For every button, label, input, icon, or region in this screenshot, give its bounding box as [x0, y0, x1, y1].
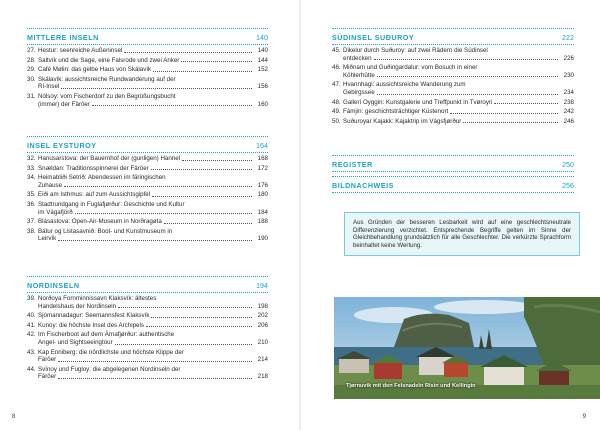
entry-title-line: Café Mølin: das gelbe Haus von Skálavík	[38, 66, 152, 74]
leader-dots	[58, 373, 252, 379]
leader-dots	[64, 182, 252, 188]
entry-page: 202	[257, 312, 268, 320]
entry-page: 218	[257, 373, 268, 381]
section-title: SÜDINSEL SUÐUROY	[332, 33, 415, 42]
entry-title	[38, 331, 252, 346]
leader-dots	[151, 165, 252, 171]
entry-page: 188	[257, 218, 268, 226]
entry-title-line: Sjómannadagur: Seemannsfest Klaksvík	[38, 312, 150, 320]
entry-page: 168	[257, 155, 268, 162]
entry-title-line: Norðoya Fornminnissavn Klaksvík: ältestes	[38, 295, 157, 302]
leader-dots	[58, 356, 252, 362]
toc-entry[interactable]	[332, 108, 574, 116]
toc-entry[interactable]	[27, 155, 268, 163]
toc-entry[interactable]	[27, 66, 268, 74]
entry-number: 41.	[27, 321, 36, 329]
entry-number: 34.	[27, 174, 36, 182]
toc-entry[interactable]	[27, 76, 268, 91]
entry-number: 36.	[27, 200, 36, 208]
toc-entry[interactable]	[27, 174, 268, 189]
section-heading[interactable]	[27, 276, 268, 293]
leader-dots	[146, 322, 252, 328]
toc-entry[interactable]	[27, 312, 268, 320]
section-title: NORDINSELN	[27, 281, 80, 290]
entry-title-line: Hanusarstova: der Bauernhof der (gunligen) Hannel	[38, 155, 181, 162]
entry-page: 184	[257, 208, 268, 216]
entry-title	[343, 99, 558, 107]
entry-title	[38, 312, 252, 320]
leader-dots	[152, 191, 252, 197]
toc-entry[interactable]	[332, 99, 574, 107]
section-page: 140	[256, 33, 268, 42]
entry-number: 37.	[27, 218, 36, 226]
entry-number: 46.	[332, 64, 341, 72]
entry-title	[343, 118, 558, 126]
toc-entry[interactable]	[27, 322, 268, 330]
leader-dots	[153, 66, 252, 72]
toc-entry[interactable]	[27, 218, 268, 226]
section-heading[interactable]	[27, 28, 268, 45]
entry-number: 35.	[27, 191, 36, 199]
entry-page: 242	[563, 108, 574, 116]
section-page: 194	[256, 281, 268, 290]
entry-number: 49.	[332, 108, 341, 116]
leader-dots	[182, 155, 252, 161]
entry-title	[38, 174, 252, 189]
entry-page: 246	[563, 117, 574, 125]
entry-page: 160	[257, 100, 268, 108]
section-page: 250	[562, 160, 574, 169]
toc-entry[interactable]	[27, 57, 268, 65]
entry-page: 156	[257, 83, 268, 91]
entry-title-line: Heimabliði Setrið: Abendessen im färingischen	[38, 174, 166, 182]
toc-entry[interactable]	[27, 47, 268, 55]
entry-title-line: Gallerí Oyggin: Kunstgalerie und Treffpunkt in Tvøroyri	[343, 98, 493, 106]
entry-title-line: Köhlerhütte	[343, 71, 375, 79]
leader-dots	[58, 235, 252, 241]
entry-number: 31.	[27, 92, 36, 100]
entry-title-line: Fámjin: geschichtsträchtiger Küstenort	[343, 108, 449, 116]
entry-title	[38, 57, 252, 65]
entry-title	[38, 218, 252, 226]
entry-page: 230	[563, 71, 574, 79]
entry-title-line: Nólsoy: vom Fischerdorf zu den Begrüßungsbucht	[38, 92, 176, 100]
leader-dots	[61, 83, 252, 89]
entry-title	[343, 64, 558, 79]
entry-title-line: Skálavík: aussichtsreiche Rundwanderung auf der	[38, 75, 176, 83]
page-number-right: 9	[582, 414, 586, 420]
entry-title-line: im Vágafjörð	[38, 208, 73, 216]
entry-page: 210	[257, 338, 268, 346]
entry-number: 39.	[27, 295, 36, 302]
entry-title-line: Zuhause	[38, 181, 63, 189]
toc-entry[interactable]	[27, 191, 268, 199]
entry-title-line: Hvannhagi: aussichtsreiche Wanderung zum	[343, 81, 466, 89]
entry-page: 140	[257, 47, 268, 54]
section-heading[interactable]	[332, 155, 574, 172]
toc-entry[interactable]	[27, 366, 268, 381]
entry-number: 40.	[27, 312, 36, 320]
leader-dots	[494, 99, 558, 105]
toc-entry[interactable]	[332, 81, 574, 96]
leader-dots	[164, 218, 252, 224]
entry-number: 27.	[27, 47, 36, 54]
toc-entry[interactable]	[27, 331, 268, 346]
entry-page: 144	[257, 56, 268, 64]
entry-page: 238	[563, 98, 574, 106]
leader-dots	[75, 209, 252, 215]
leader-dots	[92, 101, 252, 107]
entry-title	[38, 366, 252, 381]
leader-dots	[118, 303, 252, 309]
leader-dots	[463, 118, 558, 124]
section-page: 222	[562, 33, 574, 42]
entry-page: 234	[563, 88, 574, 96]
entry-title-line: (immer) der Färöer	[38, 100, 90, 108]
entry-title-line: Leirvík	[38, 235, 57, 243]
entry-title-line: Gebirgssee	[343, 88, 375, 96]
section-heading[interactable]	[332, 28, 574, 45]
entry-title-line: Snældan: Traditionsspinnerei der Färöer	[38, 164, 149, 172]
entry-page: 214	[257, 356, 268, 364]
toc-section-nordinseln	[27, 276, 268, 383]
toc-entry[interactable]	[27, 349, 268, 364]
entry-number: 44.	[27, 365, 36, 373]
entry-number: 38.	[27, 227, 36, 235]
entry-number: 48.	[332, 98, 341, 106]
section-title: BILDNACHWEIS	[332, 181, 394, 190]
leader-dots	[377, 72, 558, 78]
entry-title-line: Stadtrundgang in Fuglafjørður: Geschichte und Kultur	[38, 200, 185, 208]
entry-number: 33.	[27, 164, 36, 172]
section-title: INSEL EYSTUROY	[27, 141, 97, 150]
entry-page: 190	[257, 235, 268, 243]
entry-title-line: Im Fischerboot auf dem Árnafjørður: authentische	[38, 331, 175, 339]
entry-page: 198	[257, 302, 268, 310]
photo-caption: Tjørnuvík mit den Felsnadeln Risin und Kellingin	[346, 383, 476, 389]
entry-title-line: Angel- und Sightseeingtour	[38, 338, 113, 346]
leader-dots	[151, 312, 252, 318]
entry-title-line: Miðnam und Guðingardalur: vom Bosuch in einer	[343, 64, 478, 72]
entry-page: 226	[563, 54, 574, 62]
leader-dots	[115, 339, 252, 345]
entry-title	[38, 349, 252, 364]
entry-number: 29.	[27, 66, 36, 74]
toc-entry[interactable]	[332, 118, 574, 126]
entry-number: 32.	[27, 155, 36, 162]
entry-title-line: Saltvík und die Sage, eine Falsrode und zwei Anker	[38, 56, 180, 64]
entry-title-line: Blásastova: Open-Air-Museum in Norðragøta	[38, 218, 162, 226]
entry-title	[38, 322, 252, 330]
section-title: REGISTER	[332, 160, 373, 169]
entry-title	[38, 47, 252, 55]
toc-entry[interactable]	[27, 201, 268, 216]
entry-title-line: Handelshaus der Nordinseln	[38, 302, 117, 310]
toc-entry[interactable]	[27, 93, 268, 108]
entry-page: 180	[257, 191, 268, 199]
entry-title	[38, 165, 252, 173]
leader-dots	[124, 47, 252, 53]
toc-entry[interactable]	[332, 47, 574, 62]
entry-title-line: Färöer	[38, 356, 57, 364]
entry-number: 43.	[27, 348, 36, 356]
entry-title	[38, 76, 252, 91]
entry-title	[38, 201, 252, 216]
entry-title-line: Kap Enniberg: die nördlichste und höchste Klippe der	[38, 348, 184, 356]
entry-title	[38, 155, 252, 163]
language-note-box: Aus Gründen der besseren Lesbarkeit wird auf eine geschlechtsneutrale Differenzierung verzichtet. Entsprechende Begriffe gelten im Sinne der Gleichbehandlung grundsätzlich für alle Geschlechter. Die verkürzte Sprachform beinhaltet keine Wertung.	[344, 212, 580, 256]
toc-entry[interactable]	[332, 64, 574, 79]
toc-entry[interactable]	[27, 228, 268, 243]
entry-title-line: entdecken	[343, 54, 372, 62]
toc-entry[interactable]	[27, 165, 268, 173]
section-heading[interactable]	[27, 136, 268, 153]
entry-title-line: Hestur: seenreiche Außeninsel	[38, 47, 123, 54]
leader-dots	[377, 89, 558, 95]
toc-section-mittlere-inseln	[27, 28, 268, 110]
entry-title-line: Färöer	[38, 373, 57, 381]
section-title: MITTLERE INSELN	[27, 33, 99, 42]
entry-title	[38, 191, 252, 199]
entry-title-line: Kunoy: die höchste Insel des Archipels	[38, 321, 144, 329]
entry-title	[38, 93, 252, 108]
entry-title-line: Eiði am Isthmus: auf zum Aussichtsgipfel	[38, 191, 151, 199]
entry-title	[343, 81, 558, 96]
entry-number: 30.	[27, 75, 36, 83]
entry-title-line: Dikelur durch Suðuroy: auf zwei Rädern die Südinsel	[343, 47, 488, 54]
entry-title	[38, 66, 252, 74]
entry-page: 176	[257, 181, 268, 189]
entry-number: 47.	[332, 81, 341, 89]
entry-title-line: Bátur og Listasavnið: Boot- und Kunstmuseum in	[38, 227, 173, 235]
entry-title-line: Rí-Insel	[38, 83, 60, 91]
entry-title	[343, 47, 558, 62]
section-heading[interactable]	[332, 176, 574, 193]
toc-entry[interactable]	[27, 295, 268, 310]
page-number-left: 8	[12, 414, 16, 420]
entry-number: 42.	[27, 331, 36, 339]
entry-page: 206	[257, 321, 268, 329]
section-page: 256	[562, 181, 574, 190]
entry-number: 50.	[332, 117, 341, 125]
toc-section-suduroy	[332, 28, 574, 127]
toc-section-register	[332, 155, 574, 174]
entry-page: 152	[257, 66, 268, 74]
entry-page: 172	[257, 164, 268, 172]
entry-title	[38, 228, 252, 243]
section-page: 164	[256, 141, 268, 150]
entry-title-line: Svínoy und Fugloy: die abgelegenen Nordinseln der	[38, 365, 181, 373]
leader-dots	[374, 55, 558, 61]
entry-title-line: Suðuroyar Kajakk: Kajaktrip im Vágsfjørður	[343, 117, 462, 125]
leader-dots	[450, 108, 558, 114]
leader-dots	[181, 57, 252, 63]
entry-number: 45.	[332, 47, 341, 54]
entry-number: 28.	[27, 56, 36, 64]
entry-title	[38, 295, 252, 310]
toc-section-eysturoy	[27, 136, 268, 245]
toc-section-bildnachweis	[332, 176, 574, 195]
entry-title	[343, 108, 558, 116]
